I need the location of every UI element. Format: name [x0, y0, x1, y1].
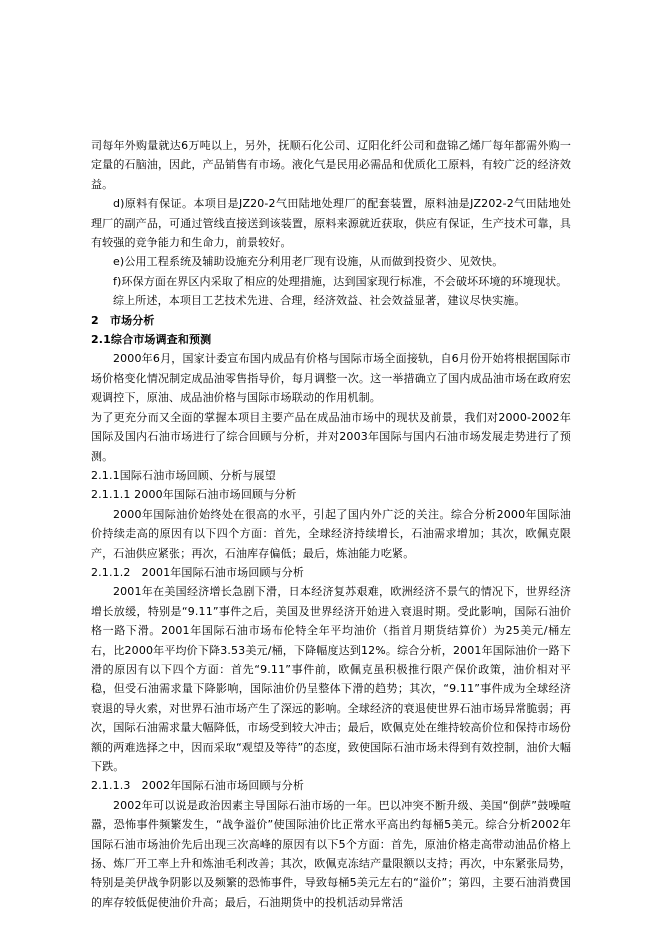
heading-2002-review: 2.1.1.3 2002年国际石油市场回顾与分析: [91, 779, 305, 793]
paragraph-price-reform: 2000年6月，国家计委宣布国内成品有价格与国际市场全面接轨，自6月份开始将根据国际市场价格变化情况制定成品油零售指导价，每月调整一次。这一举措确立了国内成品油市场在政府宏观调控下，原油、成品油价格与国际市场联动的作用机制。: [91, 352, 571, 405]
paragraph-product-market: 司每年外购量就达6万吨以上，另外，抚顺石化公司、辽阳化纤公司和盘锦乙烯厂每年都需外购一定量的石脑油，因此，产品销售有市场。液化气是民用必需品和优质化工原料，有较广泛的经济效益。: [91, 139, 571, 191]
heading-2000-review: 2.1.1.1 2000年国际石油市场回顾与分析: [91, 488, 297, 502]
paragraph-review-scope: 为了更充分而又全面的掌握本项目主要产品在成品油市场中的现状及前景，我们对2000-2002年国际及国内石油市场进行了综合回顾与分析，并对2003年国际与国内石油市场发展走势进行了预测。: [91, 410, 571, 463]
document-body: [91, 136, 571, 912]
paragraph-2001-analysis: 2001年在美国经济增长急剧下滑，日本经济复苏艰难，欧洲经济不景气的情况下，世界经济增长放缓，特别是“9.11”事件之后，美国及世界经济开始进入衰退时期。受此影响，国际石油价格一路下滑。2001年国际石油市场布伦特全年平均油价（指首月期货结算价）为25美元/桶左右，比2000年平均价下降3.53美元/桶，下降幅度达到12%。综合分析，2001年国际油价一路下滑的原因有以下四个方面：首先“9.11”事件前，欧佩克虽积极推行限产保价政策，油价相对平稳，但受石油需求量下降影响，国际油价仍呈整体下滑的趋势；其次，“9.11”事件成为全球经济衰退的导火索，对世界石油市场产生了深远的影响。全球经济的衰退使世界石油市场异常脆弱；再次，国际石油需求量大幅降低，市场受到较大冲击；最后，欧佩克处在维持较高价位和保持市场份额的两难选择之中，因而采取“观望及等待”的态度，致使国际石油市场未得到有效控制，油价大幅下跌。: [91, 585, 571, 773]
paragraph-2000-analysis: 2000年国际油价始终处在很高的水平，引起了国内外广泛的关注。综合分析2000年国际油价持续走高的原因有以下四个方面：首先，全球经济持续增长，石油需求增加；其次，欧佩克限产，石油供应紧张；再次，石油库存偏低；最后，炼油能力吃紧。: [91, 507, 571, 560]
paragraph-2002-analysis: 2002年可以说是政治因素主导国际石油市场的一年。巴以冲突不断升级、美国“倒萨”鼓噪喧嚣，恐怖事件频繁发生，“战争溢价”使国际油价比正常水平高出约每桶5美元。综合分析2002年国际石油市场油价先后出现三次高峰的原因有以下5个方面：首先，原油价格走高带动油品价格上扬、炼厂开工率上升和炼油毛利改善；其次，欧佩克冻结产量限额以支持；再次，中东紧张局势，特别是美伊战争阴影以及频繁的恐怖事件，导致每桶5美元左右的“溢价”；第四，主要石油消费国的库存较低促使油价升高；最后，石油期货中的投机活动异常活: [91, 798, 571, 909]
heading-international-oil-market: 2.1.1国际石油市场回顾、分析与展望: [91, 468, 276, 482]
heading-2001-review: 2.1.1.2 2001年国际石油市场回顾与分析: [91, 565, 305, 579]
paragraph-utilities: e)公用工程系统及辅助设施充分利用老厂现有设施，从而做到投资少、见效快。: [113, 255, 504, 269]
subsection-heading-market-survey: 2.1综合市场调查和预测: [91, 333, 212, 347]
paragraph-raw-material: d)原料有保证。本项目是JZ20-2气田陆地处理厂的配套装置，原料油是JZ202-2气田陆地处理厂的副产品，可通过管线直接送到该装置，原料来源就近获取，供应有保证，生产技术可靠，具有较强的竞争能力和生命力，前景较好。: [91, 197, 571, 250]
paragraph-summary: 综上所述，本项目工艺技术先进、合理，经济效益、社会效益显著，建议尽快实施。: [113, 294, 526, 308]
section-heading-market-analysis: 2 市场分析: [91, 313, 155, 327]
paragraph-environment: f)环保方面在界区内采取了相应的处理措施，达到国家现行标准，不会破坏环境的环境现状。: [113, 274, 568, 288]
